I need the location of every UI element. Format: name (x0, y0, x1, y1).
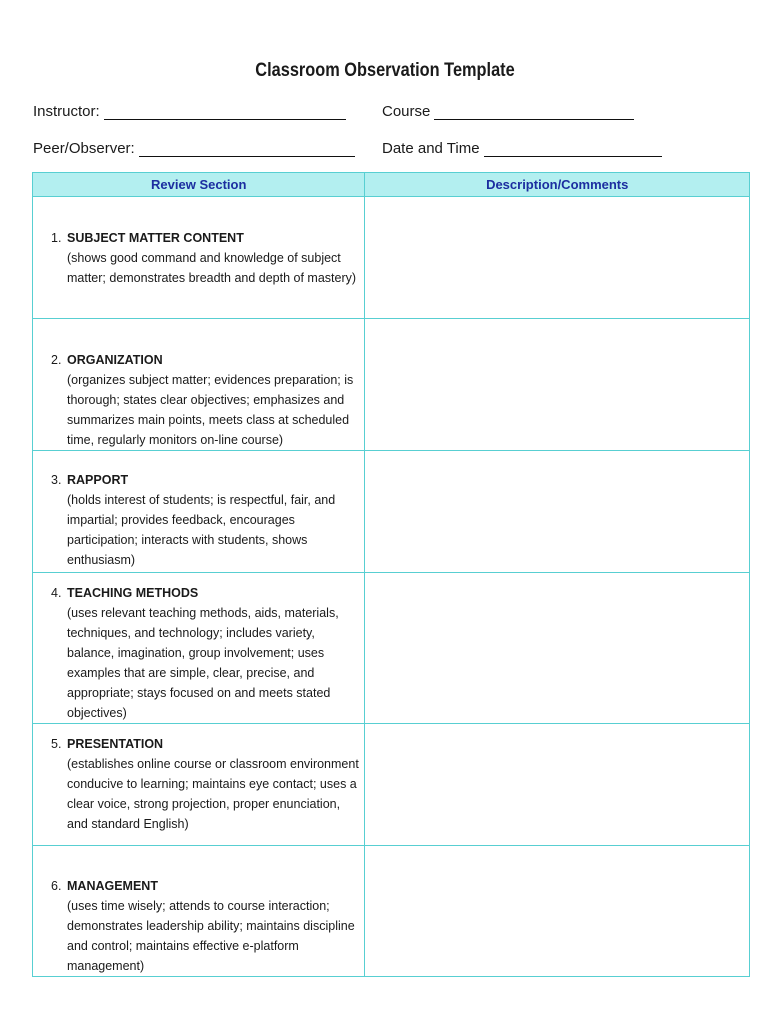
table-row (33, 319, 750, 451)
item-description: (uses time wisely; attends to course interaction; demonstrates leadership ability; maintains discipline and control; maintains effective e-platform management) (67, 899, 355, 973)
comments-cell[interactable] (365, 573, 750, 724)
item-number: 2. (51, 353, 62, 367)
item-heading: ORGANIZATION (67, 353, 163, 367)
instructor-label: Instructor: (33, 103, 100, 120)
review-cell (33, 573, 365, 724)
peer-observer-field (33, 140, 355, 157)
review-item-teaching-methods (33, 573, 364, 723)
course-field (382, 103, 634, 120)
description-comments-header: Description/Comments (365, 173, 750, 197)
comments-cell[interactable] (365, 319, 750, 451)
item-description: (shows good command and knowledge of subject matter; demonstrates breadth and depth of mastery) (67, 251, 357, 285)
review-cell (33, 451, 365, 573)
comments-cell[interactable] (365, 197, 750, 319)
item-number: 1. (51, 231, 62, 245)
comments-cell[interactable] (365, 451, 750, 573)
review-item-rapport (33, 451, 364, 570)
item-number: 4. (51, 586, 62, 600)
peer-observer-label: Peer/Observer: (33, 140, 135, 157)
review-cell (33, 319, 365, 451)
table-row (33, 197, 750, 319)
table-header-row (33, 173, 750, 197)
item-heading: TEACHING METHODS (67, 586, 199, 600)
table-row (33, 724, 750, 846)
review-item-subject-matter (33, 197, 364, 288)
item-description: (holds interest of students; is respectful, fair, and impartial; provides feedback, encourages participation; interacts with students, shows enthusiasm) (67, 493, 336, 567)
review-item-presentation (33, 724, 364, 834)
course-label: Course (382, 103, 431, 120)
item-number: 5. (51, 737, 62, 751)
date-time-input-line[interactable] (484, 140, 662, 157)
item-number: 6. (51, 879, 62, 893)
review-cell (33, 724, 365, 846)
course-input-line[interactable] (434, 103, 634, 120)
comments-cell[interactable] (365, 846, 750, 977)
instructor-field (33, 103, 346, 120)
table-row (33, 451, 750, 573)
item-number: 3. (51, 473, 62, 487)
table-row (33, 846, 750, 977)
date-time-label: Date and Time (382, 140, 480, 157)
item-description: (uses relevant teaching methods, aids, materials, techniques, and technology; includes variety, balance, imagination, group involvement; uses examples that are simple, clear, precise, and appropriate; stays focused on and meets stated objectives) (67, 606, 339, 720)
observation-table (32, 172, 750, 977)
item-heading: RAPPORT (67, 473, 129, 487)
item-description: (organizes subject matter; evidences preparation; is thorough; states clear objectives; emphasizes and summarizes main points, meets class at scheduled time, regularly monitors on-line course) (67, 373, 354, 447)
comments-cell[interactable] (365, 724, 750, 846)
date-time-field (382, 140, 662, 157)
review-cell (33, 846, 365, 977)
review-section-header: Review Section (33, 173, 365, 197)
item-description: (establishes online course or classroom environment conducive to learning; maintains eye contact; uses a clear voice, strong projection, proper enunciation, and standard English) (67, 757, 359, 831)
review-item-organization (33, 319, 364, 450)
peer-observer-input-line[interactable] (139, 140, 355, 157)
item-heading: MANAGEMENT (67, 879, 158, 893)
review-cell (33, 197, 365, 319)
table-row (33, 573, 750, 724)
review-item-management (33, 846, 364, 976)
item-heading: SUBJECT MATTER CONTENT (67, 231, 244, 245)
page-title: Classroom Observation Template (255, 60, 515, 81)
item-heading: PRESENTATION (67, 737, 164, 751)
instructor-input-line[interactable] (104, 103, 346, 120)
